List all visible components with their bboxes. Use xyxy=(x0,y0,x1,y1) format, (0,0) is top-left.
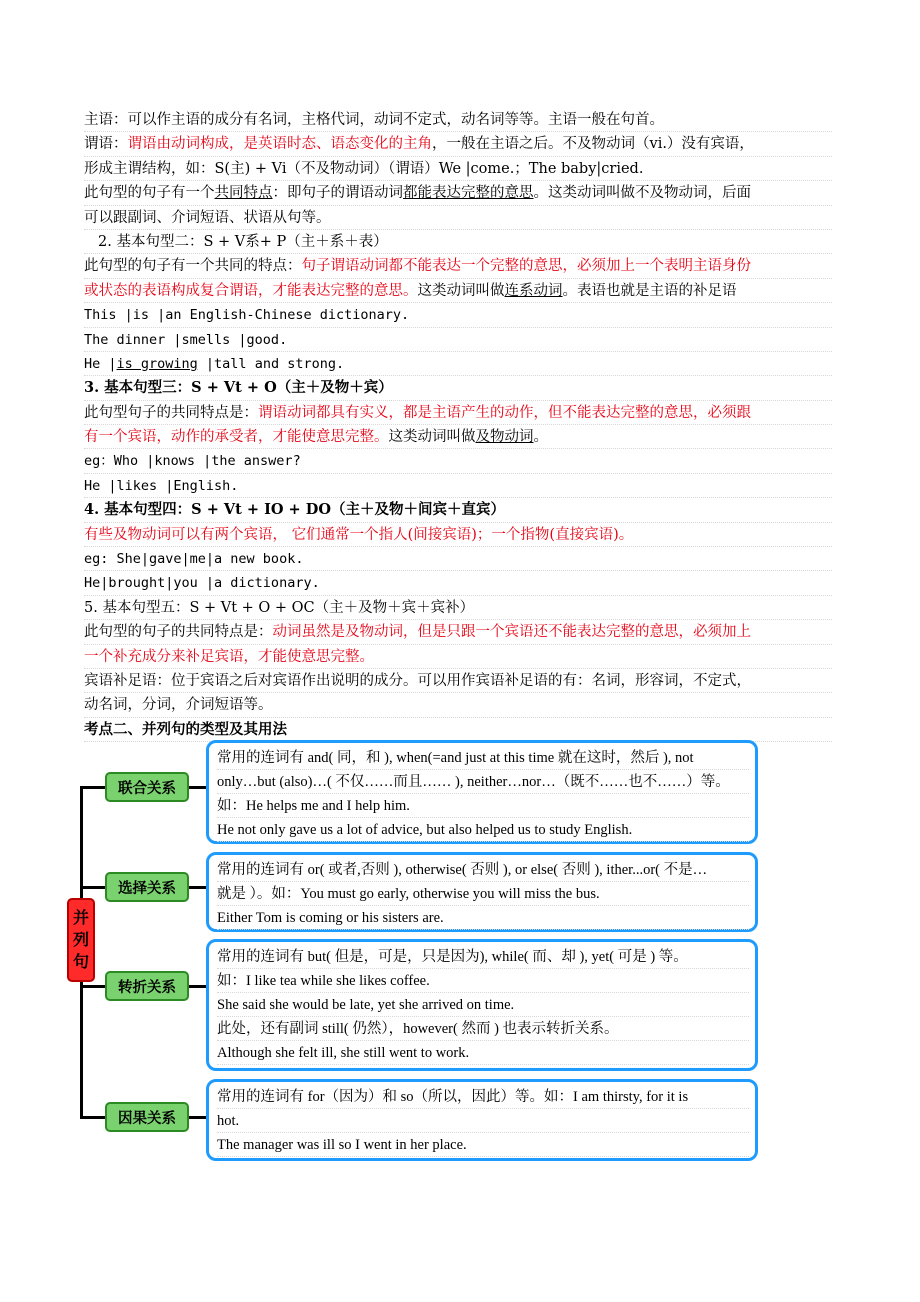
pattern-five-feature: 此句型的句子的共同特点是：动词虽然是及物动词，但是只跟一个宾语还不能表达完整的意思，必须加上 xyxy=(84,620,832,644)
node-alternative: 选择关系 xyxy=(105,872,189,902)
box-line: He not only gave us a lot of advice, but also helped us to study English. xyxy=(217,818,749,842)
connector-line xyxy=(189,886,207,889)
example-sentence: He |likes |English. xyxy=(84,474,832,498)
pattern-four-feature: 有些及物动词可以有两个宾语， 它们通常一个指人(间接宾语)；一个指物(直接宾语)。 xyxy=(84,523,832,547)
box-contrast xyxy=(206,939,758,1071)
example-sentence: eg: She|gave|me|a new book. xyxy=(84,547,832,571)
branch-line xyxy=(80,1116,106,1119)
example-sentence: eg：Who |knows |the answer? xyxy=(84,449,832,473)
branch-line xyxy=(80,985,106,988)
box-line: 常用的连词有 or( 或者,否则 ), otherwise( 否则 ), or else( 否则 ), ither...or( 不是… xyxy=(217,858,749,882)
connector-line xyxy=(189,1116,207,1119)
pattern-two-feature: 此句型的句子有一个共同的特点：句子谓语动词都不能表达一个完整的意思，必须加上一个表明主语身份 xyxy=(84,254,832,278)
predicate-definition: 谓语：谓语由动词构成，是英语时态、语态变化的主角，一般在主语之后。不及物动词（vi.）没有宾语， xyxy=(84,132,832,156)
pattern-one-feature: 此句型的句子有一个共同特点：即句子的谓语动词都能表达完整的意思。这类动词叫做不及物动词，后面 xyxy=(84,181,832,205)
pattern-one-feature-cont: 可以跟副词、介词短语、状语从句等。 xyxy=(84,206,832,230)
object-complement-definition-cont: 动名词，分词，介词短语等。 xyxy=(84,693,832,717)
box-line: only…but (also)…( 不仅……而且…… ), neither…nor…（既不……也不……）等。 xyxy=(217,770,749,794)
box-coordinate xyxy=(206,740,758,844)
example-sentence: He|brought|you |a dictionary. xyxy=(84,571,832,595)
node-causal: 因果关系 xyxy=(105,1102,189,1132)
root-char: 句 xyxy=(72,952,89,971)
pattern-three-feature: 此句型句子的共同特点是：谓语动词都具有实义，都是主语产生的动作，但不能表达完整的意思，必须跟 xyxy=(84,401,832,425)
example-sentence: This |is |an English-Chinese dictionary. xyxy=(84,303,832,327)
example-sentence: The dinner |smells |good. xyxy=(84,328,832,352)
pattern-five-heading: 5. 基本句型五：S + Vt + O + OC（主＋及物＋宾＋宾补） xyxy=(84,596,832,620)
box-line: Although she felt ill, she still went to work. xyxy=(217,1041,749,1065)
root-node xyxy=(67,898,95,982)
pattern-two-heading: 2. 基本句型二：S + V系+ P（主＋系＋表） xyxy=(84,230,832,254)
branch-line xyxy=(80,786,106,789)
box-line: She said she would be late, yet she arrived on time. xyxy=(217,993,749,1017)
root-char: 列 xyxy=(72,930,89,949)
box-line: 常用的连词有 for（因为）和 so（所以，因此）等。如：I am thirsty, for it is xyxy=(217,1085,749,1109)
subject-definition: 主语：可以作主语的成分有名词，主格代词，动词不定式，动名词等等。主语一般在句首。 xyxy=(84,108,832,132)
connector-line xyxy=(189,985,207,988)
root-char: 并 xyxy=(72,908,89,927)
box-line: The manager was ill so I went in her place. xyxy=(217,1133,749,1157)
pattern-two-feature-cont: 或状态的表语构成复合谓语，才能表达完整的意思。这类动词叫做连系动词。表语也就是主语的补足语 xyxy=(84,279,832,303)
pattern-five-feature-cont: 一个补充成分来补足宾语，才能使意思完整。 xyxy=(84,645,832,669)
box-line: 常用的连词有 but( 但是，可是，只是因为), while( 而、却 ), yet( 可是 ) 等。 xyxy=(217,945,749,969)
node-contrast: 转折关系 xyxy=(105,971,189,1001)
box-line: 此处，还有副词 still( 仍然），however( 然而 ) 也表示转折关系。 xyxy=(217,1017,749,1041)
section-heading: 考点二、并列句的类型及其用法 xyxy=(84,718,832,742)
branch-line xyxy=(80,886,106,889)
document-body xyxy=(84,108,832,742)
pattern-four-heading: 4. 基本句型四：S + Vt + IO + DO（主＋及物＋间宾＋直宾） xyxy=(84,498,832,522)
pattern-three-heading: 3. 基本句型三：S + Vt + O（主＋及物＋宾） xyxy=(84,376,832,400)
node-coordinate: 联合关系 xyxy=(105,772,189,802)
box-causal xyxy=(206,1079,758,1161)
object-complement-definition: 宾语补足语：位于宾语之后对宾语作出说明的成分。可以用作宾语补足语的有：名词，形容词，不定式， xyxy=(84,669,832,693)
connector-line xyxy=(189,786,207,789)
box-line: 常用的连词有 and( 同，和 ), when(=and just at this time 就在这时，然后 ), not xyxy=(217,746,749,770)
example-sentence: He |is growing |tall and strong. xyxy=(84,352,832,376)
box-line: Either Tom is coming or his sisters are. xyxy=(217,906,749,930)
pattern-one-example: 形成主谓结构，如：S(主) + Vi（不及物动词）（谓语）We |come.；The baby|cried. xyxy=(84,157,832,181)
box-alternative xyxy=(206,852,758,932)
pattern-three-feature-cont: 有一个宾语，动作的承受者，才能使意思完整。这类动词叫做及物动词。 xyxy=(84,425,832,449)
box-line: 如：He helps me and I help him. xyxy=(217,794,749,818)
box-line: 如：I like tea while she likes coffee. xyxy=(217,969,749,993)
box-line: 就是 ）。如：You must go early, otherwise you will miss the bus. xyxy=(217,882,749,906)
box-line: hot. xyxy=(217,1109,749,1133)
